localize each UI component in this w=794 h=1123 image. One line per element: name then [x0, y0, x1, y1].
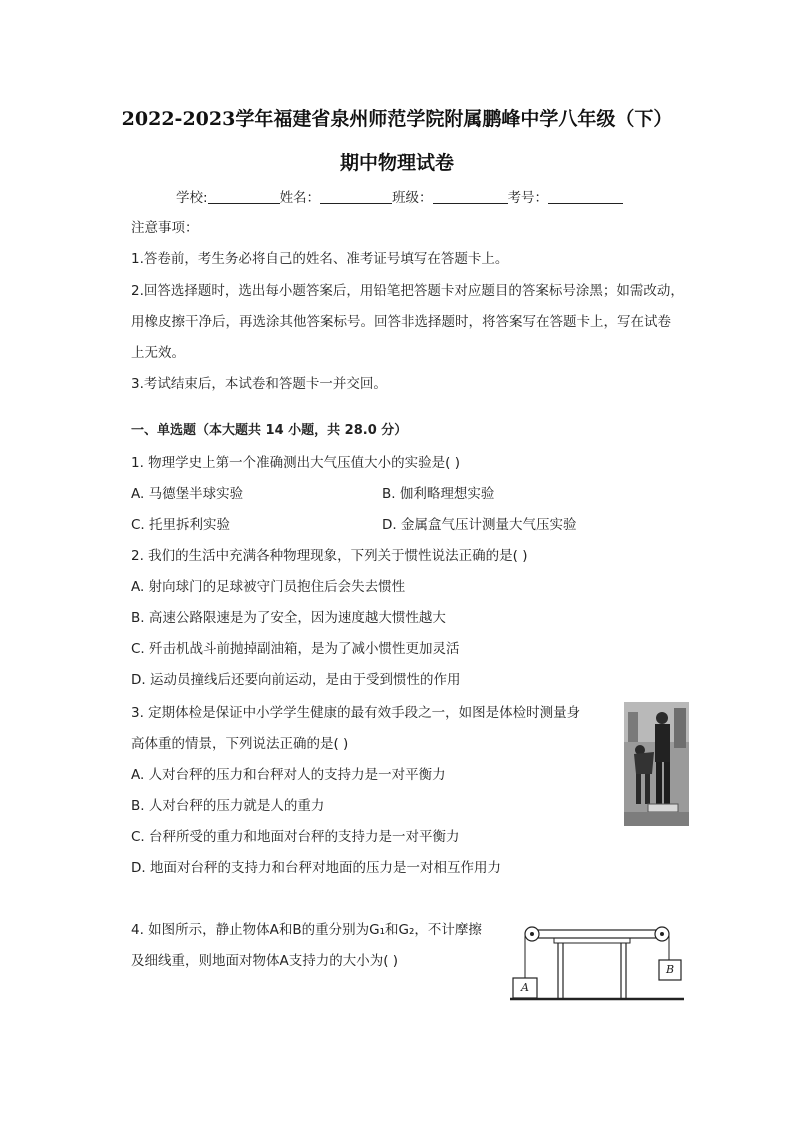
name-blank[interactable]: [320, 189, 392, 204]
notice-item-2b: 用橡皮擦干净后，再选涂其他答案标号。回答非选择题时，将答案写在答题卡上，写在试卷: [131, 314, 671, 330]
notice-item-3: 3.考试结束后，本试卷和答题卡一并交回。: [131, 376, 387, 392]
school-blank[interactable]: [208, 189, 280, 204]
notice-item-2a: 2.回答选择题时，选出每小题答案后，用铅笔把答题卡对应题目的答案标号涂黑；如需改动，: [131, 283, 684, 299]
section-heading: 一、单选题（本大题共 14 小题，共 28.0 分）: [131, 423, 408, 438]
q3-stem-line1: 3. 定期体检是保证中小学学生健康的最有效手段之一，如图是体检时测量身: [131, 705, 581, 721]
q2-option-c: C. 歼击机战斗前抛掉副油箱，是为了减小惯性更加灵活: [131, 641, 460, 657]
pulley-diagram-drawing: [508, 924, 686, 1004]
school-label: 学校:: [176, 190, 208, 206]
q1-option-b: B. 伽利略理想实验: [382, 486, 495, 502]
block-a-label: A: [521, 981, 529, 994]
q3-option-a: A. 人对台秤的压力和台秤对人的支持力是一对平衡力: [131, 767, 446, 783]
exam-title-line2: 期中物理试卷: [339, 152, 454, 174]
q3-option-d: D. 地面对台秤的支持力和台秤对地面的压力是一对相互作用力: [131, 860, 501, 876]
number-blank[interactable]: [548, 189, 623, 204]
q2-option-a: A. 射向球门的足球被守门员抱住后会失去惯性: [131, 579, 406, 595]
q3-option-c: C. 台秤所受的重力和地面对台秤的支持力是一对平衡力: [131, 829, 460, 845]
name-label: 姓名：: [279, 190, 321, 206]
q1-option-d: D. 金属盒气压计测量大气压实验: [382, 517, 577, 533]
class-label: 班级：: [392, 190, 433, 206]
class-blank[interactable]: [433, 189, 508, 204]
student-info-row: [176, 186, 623, 206]
notice-item-1: 1.答卷前，考生务必将自己的姓名、准考证号填写在答题卡上。: [131, 251, 509, 267]
q1-option-c: C. 托里拆利实验: [131, 517, 231, 533]
health-check-photo-drawing: [624, 702, 689, 826]
q3-stem-line2: 高体重的情景，下列说法正确的是( ): [131, 736, 349, 752]
q2-option-b: B. 高速公路限速是为了安全，因为速度越大惯性越大: [131, 610, 446, 626]
q4-stem-line2: 及细线重，则地面对物体A支持力的大小为( ): [131, 953, 399, 969]
q1-stem: 1. 物理学史上第一个准确测出大气压值大小的实验是( ): [131, 455, 460, 471]
block-b-label: B: [666, 963, 675, 976]
number-label: 考号：: [507, 190, 549, 206]
q3-option-b: B. 人对台秤的压力就是人的重力: [131, 798, 325, 814]
notice-heading: 注意事项：: [131, 220, 199, 236]
q2-stem: 2. 我们的生活中充满各种物理现象，下列关于惯性说法正确的是( ): [131, 548, 528, 564]
health-check-photo: [624, 702, 689, 826]
notice-item-2c: 上无效。: [131, 345, 185, 361]
q1-option-a: A. 马德堡半球实验: [131, 486, 244, 502]
exam-title-line1: 2022-2023学年福建省泉州师范学院附属鹏峰中学八年级（下）: [121, 108, 673, 130]
q4-stem-line1: 4. 如图所示，静止物体A和B的重分别为G₁和G₂，不计摩擦: [131, 922, 482, 938]
pulley-diagram: [508, 924, 686, 1004]
q2-option-d: D. 运动员撞线后还要向前运动，是由于受到惯性的作用: [131, 672, 461, 688]
